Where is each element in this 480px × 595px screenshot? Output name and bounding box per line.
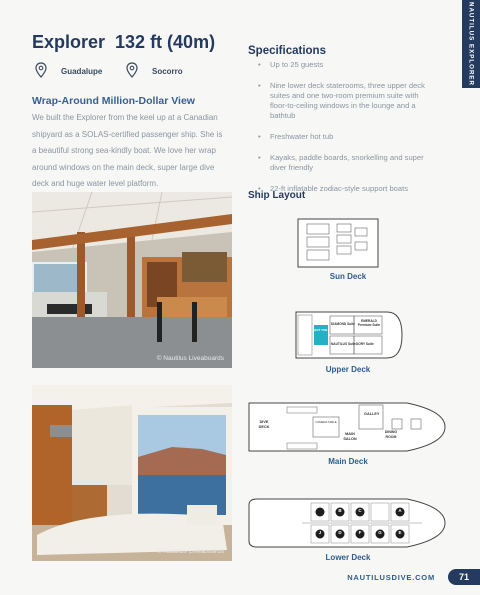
spec-item: • Nine lower deck staterooms, three upper deck suites and one two-room premium suite with floor-to-ceiling windows in the lounge and a bathtub xyxy=(258,81,428,122)
specifications-title: Specifications xyxy=(248,45,326,57)
upper-deck-plan xyxy=(292,310,404,360)
location-pin-icon xyxy=(35,62,47,78)
room-dining: DINING ROOM xyxy=(384,430,398,439)
photo-credit: © Nautilus Liveaboards xyxy=(156,548,224,555)
main-deck-label: Main Deck xyxy=(328,457,368,466)
salon-photo xyxy=(32,192,232,368)
room-diamond: DIAMOND Suite xyxy=(331,322,355,326)
cabin-a: A xyxy=(398,508,402,513)
intro-line: shipyard as a SOLAS-certified passenger ship. She is xyxy=(32,129,223,139)
sun-deck-label: Sun Deck xyxy=(329,272,367,281)
room-camera-table: CAMERA TABLE xyxy=(315,420,337,424)
cabin-c: C xyxy=(358,508,362,513)
photo-credit: © Nautilus Liveaboards xyxy=(156,355,224,362)
cabin-b: B xyxy=(338,508,342,513)
location-pin-icon xyxy=(126,62,138,78)
location-socorro: Socorro xyxy=(152,67,183,76)
lower-deck-label: Lower Deck xyxy=(325,553,371,562)
page-title xyxy=(32,32,215,53)
main-deck-plan xyxy=(247,401,447,453)
room-galley: GALLEY xyxy=(364,412,380,416)
room-main-salon: MAIN SALON xyxy=(343,432,357,441)
room-nautilus: NAUTILUS Suite xyxy=(331,342,356,346)
room-emerald: EMERALD Premium Suite xyxy=(357,319,381,327)
intro-line: around windows on the main deck, super large dive xyxy=(32,162,215,172)
sun-deck-plan xyxy=(297,218,379,268)
cabin-e: E xyxy=(398,530,402,535)
cabin-f: F xyxy=(358,530,362,535)
lower-deck-plan xyxy=(247,497,447,549)
spec-item: • Kayaks, paddle boards, snorkelling and super diver friendly xyxy=(258,153,428,173)
intro-paragraph xyxy=(32,110,242,193)
suite-photo xyxy=(32,385,232,561)
side-tab-label: NAUTILUS EXPLORER xyxy=(467,1,475,87)
footer-site-link[interactable]: NAUTILUSDIVE.COM xyxy=(347,573,435,582)
cabin-d: D xyxy=(338,530,342,535)
ship-layout-title: Ship Layout xyxy=(248,190,306,201)
intro-heading: Wrap-Around Million-Dollar View xyxy=(32,95,195,107)
room-dive-deck: DIVE DECK xyxy=(258,420,270,429)
spec-item: • Freshwater hot tub xyxy=(258,132,428,142)
page-number: 71 xyxy=(448,569,480,585)
spec-item: • 22-ft inflatable zodiac-style support boats xyxy=(258,184,428,194)
specifications-list xyxy=(258,60,428,204)
vessel-size: 132 ft (40m) xyxy=(115,32,216,52)
intro-line: a beautiful strong sea-kindly boat. We love her wrap xyxy=(32,146,216,155)
intro-line: We built the Explorer from the keel up at a Canadian xyxy=(32,113,218,122)
cabin-g: G xyxy=(378,530,382,535)
side-tab xyxy=(462,0,480,88)
room-hot-tub: HOT TUB xyxy=(314,328,328,332)
intro-line: deck and huge water level platform. xyxy=(32,179,159,188)
spec-item: • Up to 25 guests xyxy=(258,60,428,70)
cabin-j: J xyxy=(318,530,322,535)
upper-deck-label: Upper Deck xyxy=(325,365,371,374)
vessel-name: Explorer xyxy=(32,32,106,52)
room-dory: DORY Suite xyxy=(356,342,374,346)
location-guadalupe: Guadalupe xyxy=(61,67,103,76)
